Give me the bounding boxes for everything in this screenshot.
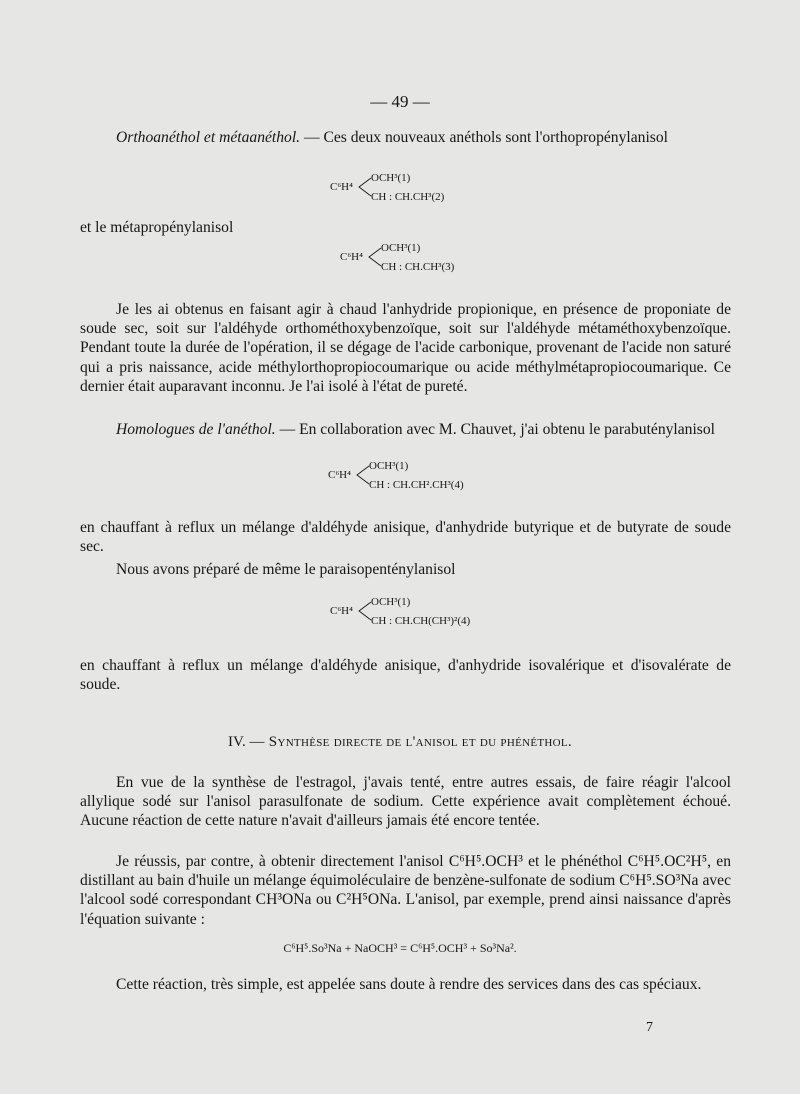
paragraph-method: Je les ai obtenus en faisant agir à chaud l'anhydride propionique, en présence de proponiate de soude sec, soit sur l'aldéhyde orthométhoxybenzoïque, soit sur l'aldéhyde métaméthoxybenzoïque. Pendant toute la durée de l'opération, il se dégage de l'acide carbonique, provenant de l'acide non saturé qui a pris naissance, acide méthylorthopropiocoumarique ou acide méthylmétapropiocoumarique. Ce dernier était auparavant inconnu. Je l'ai isolé à l'état de pureté. <box>80 301 731 395</box>
formula-top: OCH³(1) <box>371 172 411 184</box>
paragraph-butyric: en chauffant à reflux un mélange d'aldéhyde anisique, d'anhydride butyrique et de butyrate de soude sec. <box>80 519 731 556</box>
paragraph-isovaleric: en chauffant à reflux un mélange d'aldéhyde anisique, d'anhydride isovalérique et d'isovalérate de soude. <box>80 657 731 694</box>
section-title: — Synthèse directe de l'anisol et du phénéthol. <box>249 734 572 750</box>
formula-base: C⁶H⁴ <box>328 469 351 481</box>
formula-bottom: CH : CH.CH³(2) <box>371 191 445 203</box>
formula-top: OCH³(1) <box>381 242 421 254</box>
paragraph-orthoanethol <box>80 128 731 147</box>
section-number: IV. <box>228 734 246 750</box>
paragraph-homologues <box>80 420 731 439</box>
formula-base: C⁶H⁴ <box>330 605 353 617</box>
formula-top: OCH³(1) <box>371 596 411 608</box>
paragraph-metapropenyl: et le métapropénylanisol <box>80 219 234 236</box>
paragraph-text: — Ces deux nouveaux anéthols sont l'orthopropénylanisol <box>300 129 668 146</box>
paragraph-anisol-synthesis: Je réussis, par contre, à obtenir directement l'anisol C⁶H⁵.OCH³ et le phénéthol C⁶H⁵.OC²H⁵, en distillant au bain d'huile un mélange équimoléculaire de benzène-sulfonate de sodium C⁶H⁵.SO³Na avec l'alcool sodé correspondant CH³ONa ou C²H⁵ONa. L'anisol, par exemple, prend ainsi naissance d'après l'équation suivante : <box>80 853 731 928</box>
formula-base: C⁶H⁴ <box>340 251 363 263</box>
formula-base: C⁶H⁴ <box>330 181 353 193</box>
page-number: — 49 — <box>370 92 430 111</box>
section-heading <box>0 734 800 751</box>
section-lead-homologues: Homologues de l'anéthol. <box>116 421 276 438</box>
paragraph-estragol: En vue de la synthèse de l'estragol, j'avais tenté, entre autres essais, de faire réagir l'alcool allylique sodé sur l'anisol parasulfonate de sodium. Cette expérience avait complètement échoué. Aucune réaction de cette nature n'avait d'ailleurs jamais été encore tentée. <box>80 774 731 830</box>
formula-bottom: CH : CH.CH(CH³)²(4) <box>371 615 471 627</box>
formula-top: OCH³(1) <box>369 460 409 472</box>
formula-bottom: CH : CH.CH³(3) <box>381 261 455 273</box>
section-lead-orthoanethol: Orthoanéthol et métaanéthol. <box>116 129 301 146</box>
paragraph-text: — En collaboration avec M. Chauvet, j'ai obtenu le parabuténylanisol <box>275 421 715 438</box>
chemical-equation: C⁶H⁵.So³Na + NaOCH³ = C⁶H⁵.OCH³ + So³Na². <box>283 941 517 955</box>
paragraph-isopentenyl: Nous avons préparé de même le paraisopenténylanisol <box>116 561 456 578</box>
paragraph-conclusion: Cette réaction, très simple, est appelée sans doute à rendre des services dans des cas spéciaux. <box>116 976 702 993</box>
formula-bottom: CH : CH.CH².CH³(4) <box>369 479 464 491</box>
signature-number: 7 <box>646 1020 653 1035</box>
